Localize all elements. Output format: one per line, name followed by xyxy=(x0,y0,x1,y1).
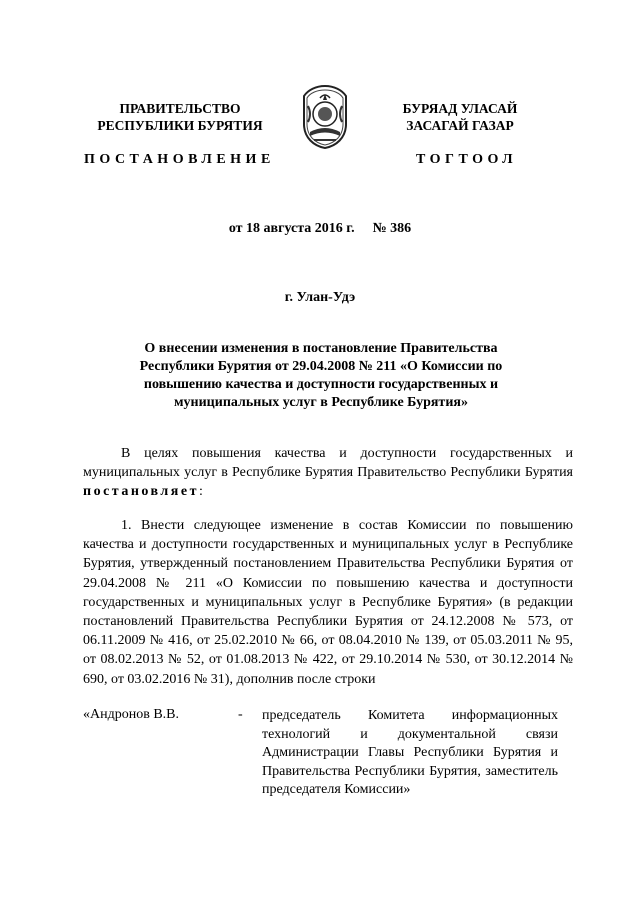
issuer-line-2-buryat: ЗАСАГАЙ ГАЗАР xyxy=(406,118,514,133)
date-line xyxy=(0,221,640,237)
document-number: № 386 xyxy=(372,221,412,236)
entry-name: «Андронов В.В. xyxy=(83,707,180,722)
document-type-russian: ПОСТАНОВЛЕНИЕ xyxy=(84,152,275,167)
issuer-name-buryat xyxy=(370,100,550,134)
document-title xyxy=(120,340,522,412)
preamble-text: В целях повышения качества и доступности государственных и муниципальных услуг в Республике Бурятия Правительство Республики Бурятия xyxy=(83,446,573,481)
preamble-emphasis: постановляет xyxy=(83,484,199,500)
issuer-line-2: РЕСПУБЛИКИ БУРЯТИЯ xyxy=(97,118,263,133)
city: г. Улан-Удэ xyxy=(284,290,356,305)
issuer-line-1-buryat: БУРЯАД УЛАСАЙ xyxy=(402,101,518,116)
coat-of-arms-icon xyxy=(296,84,354,150)
title-line-4: муниципальных услуг в Республике Бурятия» xyxy=(174,395,468,410)
preamble-paragraph xyxy=(83,444,573,502)
item-1-paragraph: 1. Внести следующее изменение в состав Комиссии по повышению качества и доступности государственных и муниципальных услуг в Республике Бурятия, утвержденный постановлением Правительства Республики Бурятия от 29.04.2008 № 211 «О Комиссии по повышению качества и доступности государственных и муниципальных услуг в Республике Бурятия» (в редакции постановлений Правительства Республики Бурятия от 24.12.2008 № 573, от 06.11.2009 № 416, от 25.02.2010 № 66, от 08.04.2010 № 139, от 05.03.2011 № 95, от 08.02.2013 № 52, от 01.08.2013 № 422, от 29.10.2014 № 530, от 30.12.2014 № 690, от 03.02.2016 № 31), дополнив после строки xyxy=(83,518,573,687)
title-line-2: Республики Бурятия от 29.04.2008 № 211 «О Комиссии по xyxy=(139,359,503,374)
title-line-3: повышению качества и доступности государственных и xyxy=(143,377,499,392)
preamble-end: : xyxy=(198,484,203,500)
entry-description: председатель Комитета информационных технологий и документальной связи Администрации Главы Республики Бурятия и Правительства Республики Бурятия, заместитель председателя Комиссии» xyxy=(262,708,558,797)
document-type-buryat: ТОГТООЛ xyxy=(416,152,518,167)
entry-dash: - xyxy=(238,707,243,722)
document-date: от 18 августа 2016 г. xyxy=(228,221,355,236)
title-line-1: О внесении изменения в постановление Правительства xyxy=(144,341,498,356)
issuer-name-russian xyxy=(80,100,280,134)
issuer-line-1: ПРАВИТЕЛЬСТВО xyxy=(119,101,241,116)
